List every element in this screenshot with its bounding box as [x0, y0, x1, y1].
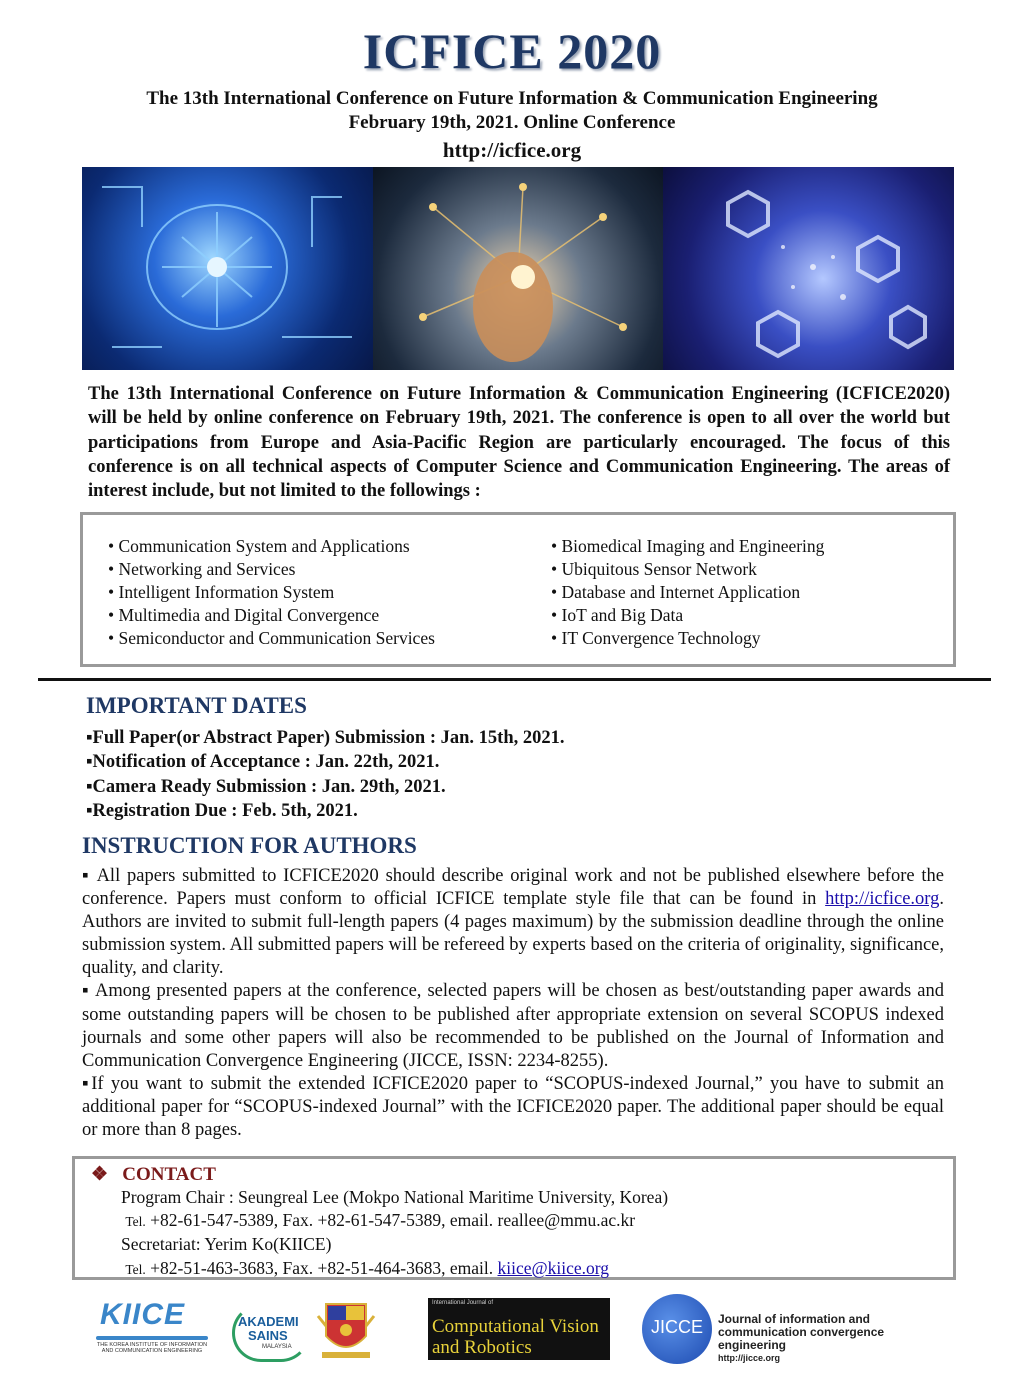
- jicce-text: [718, 1313, 954, 1365]
- topic-item: • IoT and Big Data: [551, 605, 684, 625]
- secretariat-contact: [121, 1257, 668, 1281]
- contact-box: [72, 1156, 956, 1280]
- jicce-url: http://jicce.org: [718, 1353, 781, 1363]
- date-item: ▪Registration Due : Feb. 5th, 2021.: [86, 800, 358, 821]
- akademi-text: AKADEMI: [238, 1314, 299, 1329]
- malaysia-crest-logo: [314, 1296, 378, 1362]
- sponsor-logos: [82, 1292, 954, 1367]
- date-item: ▪Camera Ready Submission : Jan. 29th, 2021.: [86, 776, 446, 797]
- instruction-text: . Authors are invited to submit full-length papers (4 pages maximum) by the submission deadline through the online submission system. All submitted papers will be refereed by experts based on the criteria of originality, significance, quality, and clarity.: [82, 889, 944, 979]
- conference-title: ICFICE 2020: [362, 23, 662, 79]
- instruction-paragraph-3: ▪If you want to submit the extended ICFICE2020 paper to “SCOPUS-indexed Journal,” you have to submit an additional paper for “SCOPUS-indexed Journal” with the ICFICE2020 paper. The additional paper should be equal or more than 8 pages.: [82, 1073, 944, 1141]
- date-item: ▪Notification of Acceptance : Jan. 22th, 2021.: [86, 752, 440, 773]
- network-people-image: [663, 167, 954, 370]
- conference-subtitle: The 13th International Conference on Future Information & Communication Engineering: [146, 88, 878, 109]
- topic-item: • Multimedia and Digital Convergence: [108, 605, 380, 625]
- kiice-logo-subtext: THE KOREA INSTITUTE OF INFORMATION AND COMMUNICATION ENGINEERING: [96, 1342, 208, 1354]
- topic-item: • Biomedical Imaging and Engineering: [551, 536, 825, 556]
- tel-label: Tel.: [125, 1214, 146, 1230]
- jicce-line-1: Journal of information and: [718, 1312, 870, 1326]
- instruction-paragraph-1: [82, 865, 944, 980]
- kiice-swoosh: [96, 1336, 208, 1340]
- topic-item: • Communication System and Applications: [108, 536, 410, 556]
- diamond-bullet-icon: ❖: [91, 1164, 109, 1185]
- secretariat: Secretariat: Yerim Ko(KIICE): [121, 1234, 332, 1255]
- intro-paragraph: The 13th International Conference on Future Information & Communication Engineering (ICFICE2020) will be held by online conference on February 19th, 2021. The conference is open to all over the world but participations from Europe and Asia-Pacific Region are particularly encouraged. The focus of this conference is on all technical aspects of Computer Science and Communication Engineering. The areas of interest include, but not limited to the followings :: [88, 384, 950, 502]
- banner-images: [82, 167, 954, 370]
- kiice-logo-text: KIICE: [100, 1298, 186, 1331]
- tel-label: Tel.: [125, 1261, 146, 1277]
- program-chair-contact: [121, 1209, 668, 1233]
- malaysia-text: MALAYSIA: [262, 1344, 292, 1350]
- instructions-heading: INSTRUCTION FOR AUTHORS: [82, 833, 417, 858]
- conference-date: February 19th, 2021. Online Conference: [348, 112, 676, 133]
- jicce-mark: JICCE: [650, 1317, 703, 1337]
- topic-item: • Semiconductor and Communication Services: [108, 628, 435, 648]
- hand-touch-image: [373, 167, 664, 370]
- section-divider: [38, 678, 991, 681]
- contact-details: [121, 1186, 668, 1281]
- jicce-line-2: communication convergence engineering: [718, 1325, 885, 1352]
- conference-url[interactable]: http://icfice.org: [442, 138, 582, 162]
- contact-heading: [91, 1163, 216, 1186]
- important-dates-list: [86, 726, 565, 823]
- topic-item: • Networking and Services: [108, 559, 296, 579]
- secretariat-phone: +82-51-463-3683, Fax. +82-51-464-3683, email.: [145, 1257, 498, 1278]
- important-dates-heading: IMPORTANT DATES: [86, 693, 307, 718]
- akademi-sains-logo: [232, 1304, 310, 1362]
- sains-text: SAINS: [248, 1328, 288, 1343]
- topics-left-column: [108, 535, 435, 650]
- instructions-body: [82, 865, 944, 1142]
- instruction-paragraph-2: ▪ Among presented papers at the conference, selected papers will be chosen as best/outstanding paper awards and some outstanding papers will be chosen to be published after appropriate extension on several SCOPUS indexed journals and some other papers will also be recommended to be published on the Journal of Information and Communication Convergence Engineering (JICCE, ISSN: 2234-8255).: [82, 981, 944, 1071]
- date-item: ▪Full Paper(or Abstract Paper) Submission : Jan. 15th, 2021.: [86, 728, 565, 748]
- contact-title: CONTACT: [122, 1164, 216, 1185]
- program-chair: Program Chair : Seungreal Lee (Mokpo National Maritime University, Korea): [121, 1187, 669, 1207]
- topic-item: • Intelligent Information System: [108, 582, 335, 602]
- secretariat-email-link[interactable]: kiice@kiice.org: [497, 1257, 610, 1278]
- cvr-journal-logo: [428, 1298, 610, 1360]
- brain-circuit-image: [82, 167, 373, 370]
- topic-item: • IT Convergence Technology: [551, 628, 761, 648]
- jicce-logo: [642, 1294, 954, 1364]
- topic-item: • Ubiquitous Sensor Network: [551, 559, 757, 579]
- cvr-title: Computational Vision and Robotics: [432, 1316, 599, 1358]
- topics-box: [80, 512, 956, 667]
- kiice-logo: [92, 1298, 212, 1356]
- jicce-circle: [642, 1294, 712, 1364]
- chair-phone: +82-61-547-5389, Fax. +82-61-547-5389, email. reallee@mmu.ac.kr: [145, 1210, 636, 1231]
- instruction-text: ▪ All papers submitted to ICFICE2020 should describe original work and not be published elsewhere before the conference. Papers must conform to official ICFICE template style file that can be found in: [82, 866, 944, 910]
- cvr-small-text: International Journal of: [432, 1300, 494, 1306]
- icfice-link[interactable]: http://icfice.org: [825, 889, 940, 910]
- topics-right-column: [551, 535, 824, 650]
- topic-item: • Database and Internet Application: [551, 582, 801, 602]
